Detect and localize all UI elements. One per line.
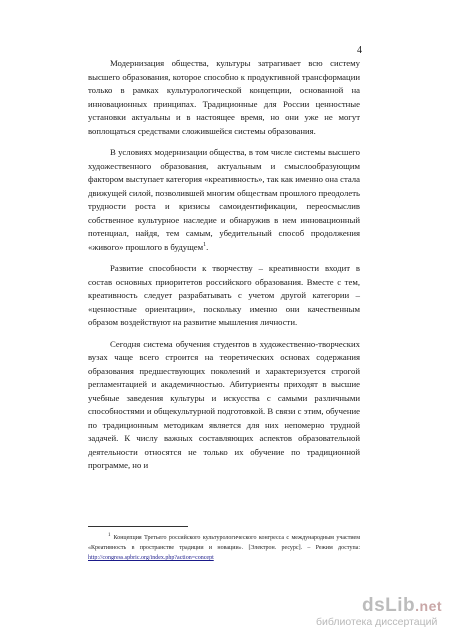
watermark-logo: [316, 595, 443, 616]
footnote-link[interactable]: http://congress.spbric.org/index.php?action=concept: [88, 555, 214, 561]
paragraph-2: В условиях модернизации общества, в том числе системы высшего художественного образования, актуальным и смыслообразующим фактором выступает категория «креативность», так как именно она стала движущей силой, позволившей многим обществам прошлого преодолеть трудности роста и кризисы самоидентификации, переосмыслив собственное культурное наследие и обнаружив в нем инновационный потенциал, найдя, тем самым, убедительный способ продолжения «живого» прошлого в будущем$^1$.: [88, 147, 360, 252]
watermark-logo-main: dsLib: [362, 595, 416, 616]
watermark: [316, 595, 443, 629]
footnote: [88, 531, 360, 563]
footnote-divider: [88, 526, 188, 527]
footnote-marker: 1: [203, 241, 207, 248]
watermark-subtitle: библиотека диссертаций: [316, 616, 438, 628]
footnote-text: Концепция Третьего российского культурологического конгресса с международным участием «Креативность в пространстве традиции и новации». [Электрон. ресурс]. – Режим доступа:: [88, 535, 360, 551]
paragraph-2-text: В условиях модернизации общества, в том числе системы высшего художественного образования, актуальным и смыслообразующим фактором выступает категория «креативность», так как именно она стала движущей силой, позволившей многим обществам прошлого преодолеть трудности роста и кризисы самоидентификации, переосмыслив собственное культурное наследие и обнаружив в нем инновационный потенциал, найдя, тем самым, убедительный способ продолжения «живого» прошлого в будущем: [88, 147, 360, 252]
page-number: 4: [357, 45, 362, 56]
paragraph-4: Сегодня система обучения студентов в художественно-творческих вузах чаще всего строится на теоретических основах содержания образования предшествующих поколений и характеризуется строгой регламентацией и академичностью. Абитуриенты приходят в высшие учебные заведения культуры и искусства с самыми различными способностями и общекультурной подготовкой. В связи с этим, обучение по традиционным методикам является для них непомерно трудной задачей. К числу важных составляющих аспектов образовательной деятельности относятся не только их обучение по традиционной программе, но и: [88, 338, 360, 470]
paragraph-1: Модернизация общества, культуры затрагивает всю систему высшего образования, которое способно к продуктивной трансформации только в рамках культурологической концепции, основанной на инновационных принципах. Традиционные для России ценностные установки актуальны и в настоящее время, но они уже не могут воплощаться средствами сложившейся системы образования.: [88, 58, 360, 136]
paragraph-3: Развитие способности к творчеству – креативности входит в состав основных приоритетов российского образования. Вместе с тем, креативность следует разрабатывать с учетом другой категории – «ценностные ориентации», поскольку именно они качественным образом воздействуют на развитие мышления личности.: [88, 263, 360, 327]
watermark-logo-tld: .net: [415, 598, 443, 614]
footnote-number: 1: [108, 533, 111, 538]
document-body: [88, 57, 360, 473]
